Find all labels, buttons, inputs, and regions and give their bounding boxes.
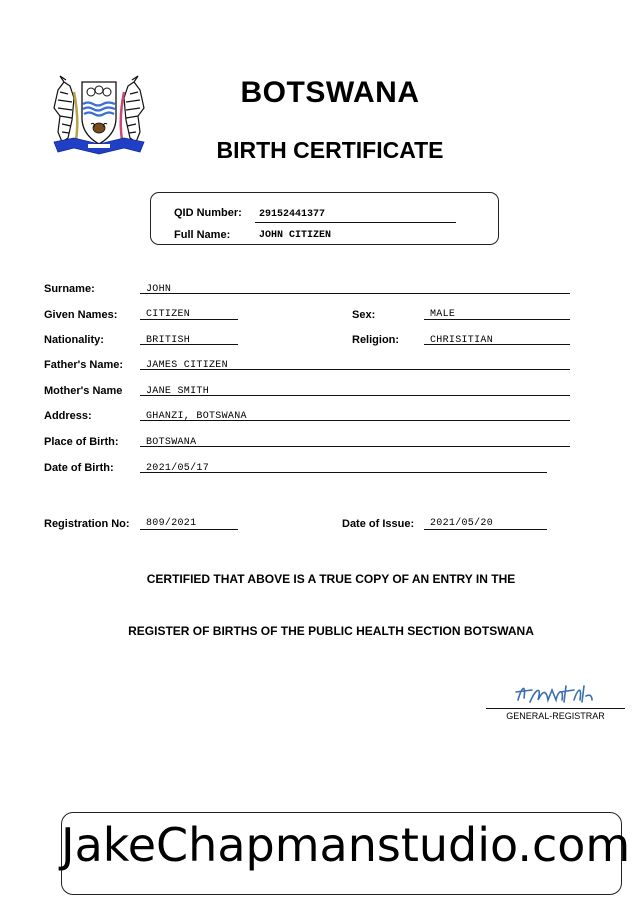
sex-value: MALE — [430, 309, 456, 320]
father-name-value: JAMES CITIZEN — [146, 360, 228, 371]
date-of-birth-label: Date of Birth: — [44, 462, 114, 474]
given-names-value: CITIZEN — [146, 309, 191, 320]
mother-name-value: JANE SMITH — [146, 386, 210, 397]
father-name-label: Father's Name: — [44, 359, 124, 371]
surname-underline — [140, 293, 570, 294]
full-name-label: Full Name: — [174, 229, 231, 241]
surname-label: Surname: — [44, 283, 95, 295]
date-of-birth-value: 2021/05/17 — [146, 463, 210, 474]
date-of-issue-value: 2021/05/20 — [430, 518, 494, 529]
place-of-birth-underline — [140, 446, 570, 447]
nationality-label: Nationality: — [44, 334, 104, 346]
qid-label: QID Number: — [174, 207, 242, 219]
sex-label: Sex: — [352, 309, 376, 321]
religion-label: Religion: — [352, 334, 400, 346]
nationality-underline — [140, 344, 238, 345]
given-names-label: Given Names: — [44, 309, 118, 321]
certification-line-1: CERTIFIED THAT ABOVE IS A TRUE COPY OF AN ENTRY IN THE — [146, 572, 516, 586]
address-value: GHANZI, BOTSWANA — [146, 411, 247, 422]
given-names-underline — [140, 319, 238, 320]
qid-value: 29152441377 — [259, 209, 326, 220]
nationality-value: BRITISH — [146, 335, 191, 346]
signature-caption: GENERAL-REGISTRAR — [506, 711, 605, 721]
address-label: Address: — [44, 410, 92, 422]
religion-value: CHRISITIAN — [430, 335, 494, 346]
document-title: BIRTH CERTIFICATE — [216, 137, 444, 163]
date-of-issue-underline — [424, 529, 547, 530]
sex-underline — [424, 319, 570, 320]
place-of-birth-value: BOTSWANA — [146, 437, 197, 448]
qid-underline — [255, 222, 456, 223]
full-name-value: JOHN CITIZEN — [259, 230, 332, 241]
registration-no-value: 809/2021 — [146, 518, 197, 529]
certification-line-2: REGISTER OF BIRTHS OF THE PUBLIC HEALTH SECTION BOTSWANA — [128, 624, 534, 638]
date-of-issue-label: Date of Issue: — [342, 518, 415, 530]
registration-no-underline — [140, 529, 238, 530]
surname-value: JOHN — [146, 284, 172, 295]
date-of-birth-underline — [140, 472, 547, 473]
signature-line — [486, 708, 625, 709]
mother-name-underline — [140, 395, 570, 396]
address-underline — [140, 420, 570, 421]
father-name-underline — [140, 369, 570, 370]
registrar-signature-icon — [512, 678, 596, 708]
registration-no-label: Registration No: — [44, 518, 130, 530]
coat-of-arms-icon — [44, 72, 154, 160]
mother-name-label: Mother's Name — [44, 385, 123, 397]
place-of-birth-label: Place of Birth: — [44, 436, 119, 448]
id-box — [150, 192, 499, 245]
religion-underline — [424, 344, 570, 345]
watermark-text: JakeChapmanstudio.com — [61, 818, 631, 872]
country-title: BOTSWANA — [240, 76, 420, 109]
